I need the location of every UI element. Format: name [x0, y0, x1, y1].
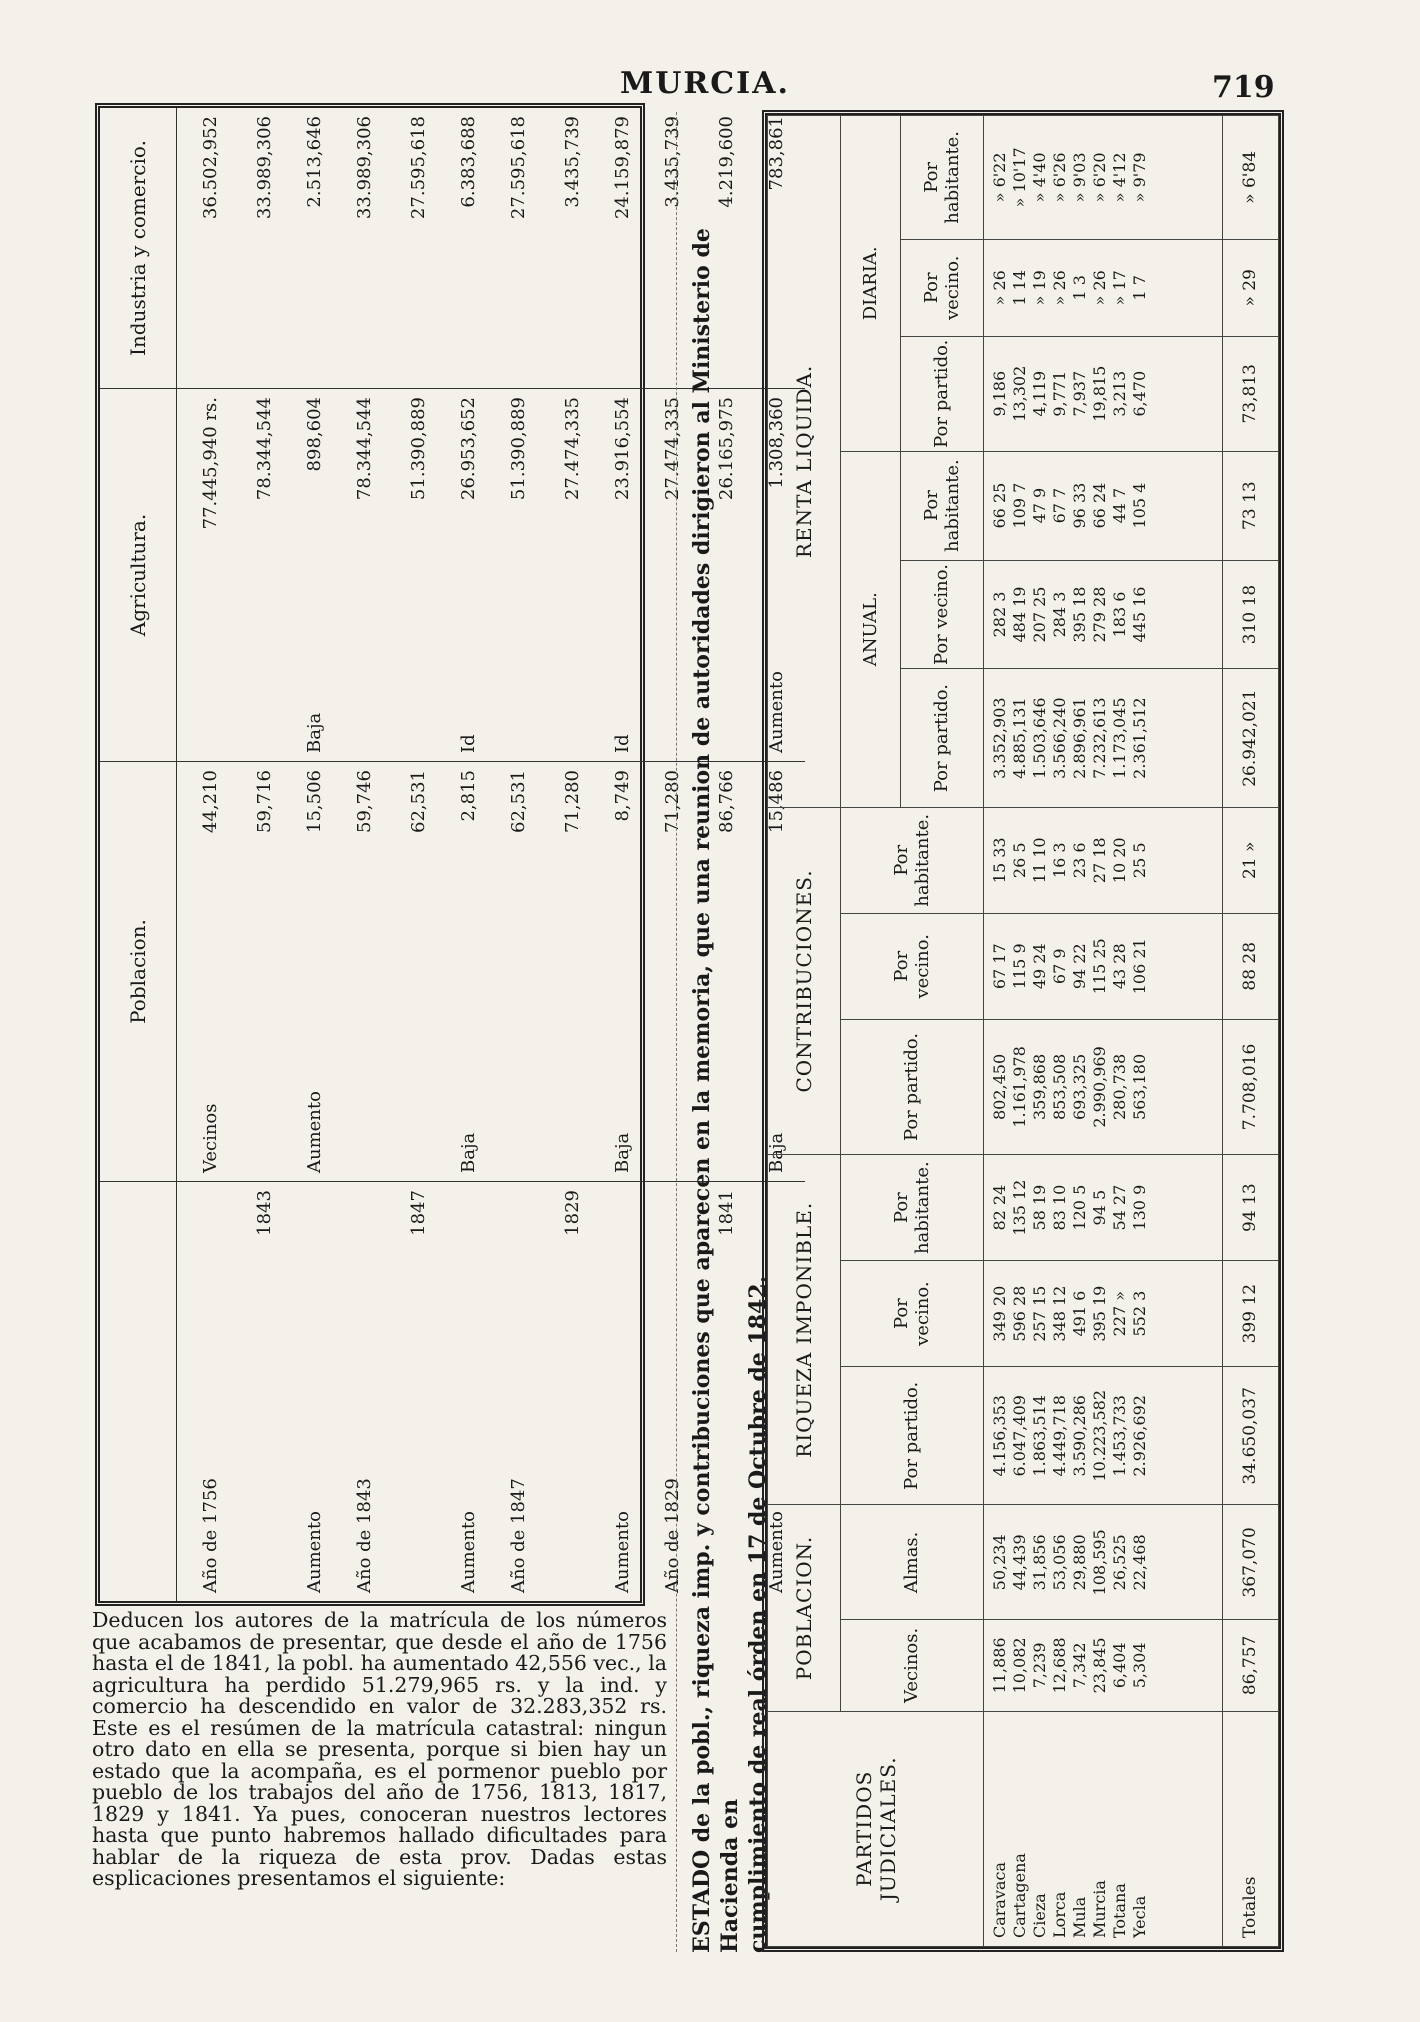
table-value: 491 6 — [1070, 1290, 1090, 1337]
table-value: 94 5 — [1090, 1189, 1110, 1226]
total-ra-partido: 26.942,021 — [1222, 669, 1278, 807]
table-value: 563,180 — [1130, 1053, 1150, 1121]
agr-start — [337, 397, 391, 753]
table-value: 2.361,512 — [1130, 697, 1150, 779]
table-value: » 26 — [990, 270, 1010, 306]
table-value: 66 25 — [990, 482, 1010, 529]
total-ra-vecino: 310 18 — [1222, 560, 1278, 669]
table-value: 484 19 — [1010, 586, 1030, 643]
partido-name: Cieza — [1030, 1893, 1050, 1938]
pob-end — [545, 770, 599, 1173]
con-habitante-header: Por habitante. — [840, 807, 983, 913]
estado-table — [762, 110, 1284, 1952]
period-start-label: Año de 1843 — [353, 1478, 375, 1593]
table-value: » 17 — [1110, 270, 1130, 306]
agr-result-value: 898,604 — [303, 397, 325, 472]
period-start — [183, 1190, 237, 1593]
agr-result-label: Aumento — [765, 671, 787, 753]
pob-result-value: 2,815 — [457, 770, 479, 822]
pob-start-value: 59,746 — [353, 770, 375, 833]
agr-start-value: 51.390,889 — [507, 397, 529, 501]
total-con-partido: 7.708,016 — [1222, 1019, 1278, 1154]
ind-result-value: 2.513,646 — [303, 116, 325, 208]
agr-result-value: 1.308,360 — [765, 397, 787, 489]
body-paragraph: Deducen los autores de la matrícula de los números que acabamos de presentar, que desde el año de 1756 hasta el de 1841, la pobl. ha aumentado 42,556 vec., la agricultura ha perdido 51.279,965 rs. y la ind. y comercio ha descendido en valor de 32.283,352 rs. Este es el resúmen de la matrícula catastral: ningun otro dato en ella se presenta, porque si bien hay un estado que la acompaña, es el pormenor pueblo por pueblo de los trabajos del año de 1756, 1813, 1817, 1829 y 1841. Ya pues, conoceran nuestros lectores hasta que punto habremos hallado dificultades para hablar de la riqueza de esta prov. Dadas estas esplicaciones presentamos el siguiente: — [92, 1608, 667, 1890]
table-value: 26,525 — [1110, 1534, 1130, 1591]
riq-vecino-cell — [984, 1261, 1223, 1367]
agr-end-value: 27.474,335 — [561, 397, 583, 501]
ind-end-value: 33.989,306 — [253, 116, 275, 220]
partido-name: Lorca — [1050, 1891, 1070, 1938]
almas-cell — [984, 1505, 1223, 1620]
table-value: 1.863,514 — [1030, 1395, 1050, 1477]
table-value: 83 10 — [1050, 1184, 1070, 1231]
table-value: 53,056 — [1050, 1534, 1070, 1591]
table-value: » 6'20 — [1090, 152, 1110, 203]
table-value: 3.352,903 — [990, 697, 1010, 779]
table-value: 3.590,286 — [1070, 1395, 1090, 1477]
agr-result — [599, 397, 645, 753]
table-value: » 26 — [1090, 270, 1110, 306]
ind-result-value: 783,861 — [765, 116, 787, 191]
agr-result-label: Baja — [303, 712, 325, 753]
anual-header: ANUAL. — [840, 451, 900, 807]
total-riq-vecino: 399 12 — [1222, 1261, 1278, 1367]
table-value: » 4'12 — [1110, 152, 1130, 203]
table-value: 348 12 — [1050, 1285, 1070, 1342]
ind-end — [237, 116, 291, 380]
period-end — [237, 1190, 291, 1593]
rd-partido-header: Por partido. — [900, 336, 983, 451]
ra-vecino-cell — [984, 560, 1223, 669]
table-value: 227 » — [1110, 1290, 1130, 1337]
riq-habitante-cell — [984, 1155, 1223, 1261]
pob-start-value: 71,280 — [661, 770, 683, 833]
rd-habitante-cell — [984, 116, 1223, 240]
period-end — [545, 1190, 599, 1593]
table-value: 67 9 — [1050, 948, 1070, 985]
partido-name: Murcia — [1090, 1880, 1110, 1938]
table-value: 7,239 — [1030, 1642, 1050, 1689]
table-value: 135 12 — [1010, 1179, 1030, 1236]
table-value: 349 20 — [990, 1285, 1010, 1342]
table-value: 4.885,131 — [1010, 697, 1030, 779]
table-value: 12,688 — [1050, 1637, 1070, 1694]
table-value: 1.173,045 — [1110, 697, 1130, 779]
table-value: 106 21 — [1130, 938, 1150, 995]
rd-habitante-header: Por habitante. — [900, 116, 983, 240]
table-value: 115 25 — [1090, 938, 1110, 995]
pob-end-value: 71,280 — [561, 770, 583, 833]
page-section-title: MURCIA. — [620, 66, 790, 101]
pob-result-value: 15,506 — [303, 770, 325, 833]
partidos-header: PARTIDOS JUDICIALES. — [768, 1711, 984, 1946]
table-value: » 9'79 — [1130, 152, 1150, 203]
con-vecino-header: Por vecino. — [840, 913, 983, 1019]
rd-partido-cell — [984, 336, 1223, 451]
agr-end-value: 26.165,975 — [715, 397, 737, 501]
table-value: 23,845 — [1090, 1637, 1110, 1694]
poblacion-group-header: POBLACION. — [768, 1505, 841, 1711]
table-value: 359,868 — [1030, 1053, 1050, 1121]
riq-vecino-header: Por vecino. — [840, 1261, 983, 1367]
table-value: 183 6 — [1110, 591, 1130, 638]
table-value: 2.926,692 — [1130, 1395, 1150, 1477]
riq-partido-cell — [984, 1367, 1223, 1505]
total-almas: 367,070 — [1222, 1505, 1278, 1620]
ind-start — [337, 116, 391, 380]
table-value: 3,213 — [1110, 370, 1130, 417]
period-start — [337, 1190, 391, 1593]
ind-end — [545, 116, 599, 380]
period-result — [599, 1190, 645, 1593]
totals-label: Totales — [1222, 1711, 1278, 1946]
table-value: 29,880 — [1070, 1534, 1090, 1591]
industria-header: Industria y comercio. — [100, 108, 177, 388]
riq-partido-header: Por partido. — [840, 1367, 983, 1505]
page-number: 719 — [1212, 70, 1275, 105]
period-result-label: Aumento — [765, 1511, 787, 1593]
ind-end-value: 3.435,739 — [561, 116, 583, 208]
table-value: 257 15 — [1030, 1285, 1050, 1342]
ra-habitante-cell — [984, 451, 1223, 560]
table-value: 94 22 — [1070, 943, 1090, 990]
table-value: 109 7 — [1010, 482, 1030, 529]
agricultura-header: Agricultura. — [100, 389, 177, 761]
agr-end — [237, 397, 291, 753]
rd-vecino-header: Por vecino. — [900, 239, 983, 336]
table-value: 49 24 — [1030, 943, 1050, 990]
column-divider — [676, 112, 678, 1952]
table-value: 11,886 — [990, 1637, 1010, 1694]
partido-name: Totana — [1110, 1883, 1130, 1938]
ind-start — [491, 116, 545, 380]
period-end-value: 1829 — [561, 1190, 583, 1236]
pob-result-value: 15,486 — [765, 770, 787, 833]
table-value: 6,470 — [1130, 370, 1150, 417]
ind-start-value: 36.502,952 — [199, 116, 221, 220]
table-value: » 10'17 — [1010, 147, 1030, 208]
pob-result-label: Aumento — [303, 1091, 325, 1173]
pob-end — [391, 770, 445, 1173]
con-partido-cell — [984, 1019, 1223, 1154]
pob-result — [445, 770, 491, 1173]
riqueza-group-header: RIQUEZA IMPONIBLE. — [768, 1155, 841, 1505]
agr-result-label: Id — [611, 734, 633, 753]
total-con-habitante: 21 » — [1222, 807, 1278, 913]
table-value: 130 9 — [1130, 1184, 1150, 1231]
period-result-label: Aumento — [303, 1511, 325, 1593]
pob-end-value: 59,716 — [253, 770, 275, 833]
table-value: 67 7 — [1050, 487, 1070, 524]
total-rd-habitante: » 6'84 — [1222, 116, 1278, 240]
period-end-value: 1847 — [407, 1190, 429, 1236]
agr-start-value: 77.445,940 rs. — [199, 397, 221, 530]
table-value: 596 28 — [1010, 1285, 1030, 1342]
agr-start-value: 78.344,544 — [353, 397, 375, 501]
rd-vecino-cell — [984, 239, 1223, 336]
ra-vecino-header: Por vecino. — [900, 560, 983, 669]
estado-title-line-1: ESTADO de la pobl., riqueza imp. y contribuciones que aparecen en la memoria, que una reunion de autoridades dirigieron al Ministerio de Hacienda en — [689, 228, 743, 1953]
renta-group-header: RENTA LIQUIDA. — [768, 116, 841, 808]
partido-name: Caravaca — [990, 1861, 1010, 1938]
table-value: 693,325 — [1070, 1053, 1090, 1121]
ind-result — [445, 116, 491, 380]
table-value: 10,082 — [1010, 1637, 1030, 1694]
table-value: 82 24 — [990, 1184, 1010, 1231]
pob-start — [491, 770, 545, 1173]
total-rd-vecino: » 29 — [1222, 239, 1278, 336]
table-value: 120 5 — [1070, 1184, 1090, 1231]
table-value: 96 33 — [1070, 482, 1090, 529]
table-value: 3.566,240 — [1050, 697, 1070, 779]
partido-name: Yecla — [1130, 1895, 1150, 1938]
table-value: 9,771 — [1050, 370, 1070, 417]
agr-result-value: 23.916,554 — [611, 397, 633, 501]
table-value: » 9'03 — [1070, 152, 1090, 203]
table-value: 16 3 — [1050, 842, 1070, 879]
table-value: 2.990,969 — [1090, 1046, 1110, 1128]
table-value: 7,937 — [1070, 370, 1090, 417]
table-value: 6,404 — [1110, 1642, 1130, 1689]
ind-end-value: 27.595,618 — [407, 116, 429, 220]
table-value: 445 16 — [1130, 586, 1150, 643]
total-ra-habitante: 73 13 — [1222, 451, 1278, 560]
ind-start-value: 3.435,739 — [661, 116, 683, 208]
table-value: 6.047,409 — [1010, 1395, 1030, 1477]
table-value: 58 19 — [1030, 1184, 1050, 1231]
table-value: 279 28 — [1090, 586, 1110, 643]
table-value: 44 7 — [1110, 487, 1130, 524]
agr-result-value: 26.953,652 — [457, 397, 479, 501]
agr-end — [545, 397, 599, 753]
partidos-cell — [984, 1711, 1223, 1946]
period-result-label: Aumento — [457, 1511, 479, 1593]
ra-habitante-header: Por habitante. — [900, 451, 983, 560]
vecinos-cell — [984, 1620, 1223, 1711]
table-value: 15 33 — [990, 837, 1010, 884]
table-value: 7.232,613 — [1090, 697, 1110, 779]
period-end-value: 1841 — [715, 1190, 737, 1236]
table-value: 9,186 — [990, 370, 1010, 417]
period-end — [391, 1190, 445, 1593]
table-value: 4,119 — [1030, 370, 1050, 417]
pob-result — [599, 770, 645, 1173]
pob-end-value: 86,766 — [715, 770, 737, 833]
estado-title-line-2: cumplimiento de real órden en 17 de Octubre de 1842. — [745, 1275, 771, 1953]
table-value: 2.896,961 — [1070, 697, 1090, 779]
period-result-label: Aumento — [611, 1511, 633, 1593]
table-value: 5,304 — [1130, 1642, 1150, 1689]
table-value: 395 18 — [1070, 586, 1090, 643]
ind-result-value: 6.383,688 — [457, 116, 479, 208]
pob-start-label: Vecinos — [199, 1103, 221, 1173]
table-value: 10 20 — [1110, 837, 1130, 884]
con-habitante-cell — [984, 807, 1223, 913]
pob-result-label: Baja — [611, 1132, 633, 1173]
table-value: » 6'26 — [1050, 152, 1070, 203]
riq-habitante-header: Por habitante. — [840, 1155, 983, 1261]
pob-result-label: Baja — [457, 1132, 479, 1173]
ind-end-value: 4.219,600 — [715, 116, 737, 208]
pob-start — [337, 770, 391, 1173]
table-value: 7,342 — [1070, 1642, 1090, 1689]
ind-start-value: 27.595,618 — [507, 116, 529, 220]
ra-partido-cell — [984, 669, 1223, 807]
table-value: 43 28 — [1110, 943, 1130, 990]
diaria-header: DIARIA. — [840, 116, 900, 452]
table-value: 67 17 — [990, 943, 1010, 990]
pob-end — [237, 770, 291, 1173]
table-value: » 4'40 — [1030, 152, 1050, 203]
period-result — [291, 1190, 337, 1593]
table-value: 47 9 — [1030, 487, 1050, 524]
pob-result-label: Baja — [765, 1132, 787, 1173]
table-value: 25 5 — [1130, 842, 1150, 879]
agr-start — [491, 397, 545, 753]
table-value: 282 3 — [990, 591, 1010, 638]
almas-header: Almas. — [840, 1505, 983, 1620]
table-value: 552 3 — [1130, 1290, 1150, 1337]
contribuciones-group-header: CONTRIBUCIONES. — [768, 807, 841, 1154]
ind-start — [183, 116, 237, 380]
pob-start-value: 62,531 — [507, 770, 529, 833]
agr-end-value: 78.344,544 — [253, 397, 275, 501]
table-value: 22,468 — [1130, 1534, 1150, 1591]
agr-start-value: 27.474,335 — [661, 397, 683, 501]
table-value: 26 5 — [1010, 842, 1030, 879]
table-value: 4.156,353 — [990, 1395, 1010, 1477]
table-value: 1 7 — [1130, 275, 1150, 301]
table-value: » 6'22 — [990, 152, 1010, 203]
pob-result-value: 8,749 — [611, 770, 633, 822]
con-partido-header: Por partido. — [840, 1019, 983, 1154]
vecinos-header: Vecinos. — [840, 1620, 983, 1711]
table-value: 207 25 — [1030, 586, 1050, 643]
pob-result — [291, 770, 337, 1173]
table-value: 1 14 — [1010, 269, 1030, 306]
table-value: 1.161,978 — [1010, 1046, 1030, 1128]
total-con-vecino: 88 28 — [1222, 913, 1278, 1019]
table-value: 395 19 — [1090, 1285, 1110, 1342]
pob-start-value: 44,210 — [199, 770, 221, 833]
table-value: 27 18 — [1090, 837, 1110, 884]
table-value: 13,302 — [1010, 365, 1030, 422]
pob-end-value: 62,531 — [407, 770, 429, 833]
table-value: 802,450 — [990, 1053, 1010, 1121]
total-rd-partido: 73,813 — [1222, 336, 1278, 451]
table-value: 19,815 — [1090, 365, 1110, 422]
period-result — [445, 1190, 491, 1593]
agr-result-label: Id — [457, 734, 479, 753]
table-value: 11 10 — [1030, 837, 1050, 884]
partido-name: Cartagena — [1010, 1853, 1030, 1938]
table-value: 50,234 — [990, 1534, 1010, 1591]
poblacion-header: Poblacion. — [100, 762, 177, 1181]
period-start-label: Año de 1756 — [199, 1478, 221, 1593]
ra-partido-header: Por partido. — [900, 669, 983, 807]
partido-name: Mula — [1070, 1896, 1090, 1938]
table-value: 10.223,582 — [1090, 1389, 1110, 1482]
ind-result — [599, 116, 645, 380]
table-value: 44,439 — [1010, 1534, 1030, 1591]
period-end-value: 1843 — [253, 1190, 275, 1236]
ind-start-value: 33.989,306 — [353, 116, 375, 220]
total-riq-partido: 34.650,037 — [1222, 1367, 1278, 1505]
table-value: 115 9 — [1010, 943, 1030, 990]
con-vecino-cell — [984, 913, 1223, 1019]
table-value: 108,595 — [1090, 1529, 1110, 1596]
agr-end — [391, 397, 445, 753]
table-value: 23 6 — [1070, 842, 1090, 879]
table-value: 280,738 — [1110, 1053, 1130, 1121]
period-start-label: Año de 1847 — [507, 1478, 529, 1593]
table-value: 1 3 — [1070, 275, 1090, 301]
ind-result — [291, 116, 337, 380]
table-value: 284 3 — [1050, 591, 1070, 638]
period-start-label: Año de 1829 — [661, 1478, 683, 1593]
total-riq-habitante: 94 13 — [1222, 1155, 1278, 1261]
agr-end-value: 51.390,889 — [407, 397, 429, 501]
table-value: 54 27 — [1110, 1184, 1130, 1231]
total-vecinos: 86,757 — [1222, 1620, 1278, 1711]
table-value: 31,856 — [1030, 1534, 1050, 1591]
table-value: 853,508 — [1050, 1053, 1070, 1121]
table-value: 1.453,733 — [1110, 1395, 1130, 1477]
ind-end — [391, 116, 445, 380]
table-value: 105 4 — [1130, 482, 1150, 529]
table-value: 1.503,646 — [1030, 697, 1050, 779]
agr-start — [183, 397, 237, 753]
pob-start — [183, 770, 237, 1173]
table-value: » 26 — [1050, 270, 1070, 306]
agr-result — [445, 397, 491, 753]
table-value: 4.449,718 — [1050, 1395, 1070, 1477]
agr-result — [291, 397, 337, 753]
ind-result-value: 24.159,879 — [611, 116, 633, 220]
table-value: 66 24 — [1090, 482, 1110, 529]
table-value: » 19 — [1030, 270, 1050, 306]
period-start — [491, 1190, 545, 1593]
